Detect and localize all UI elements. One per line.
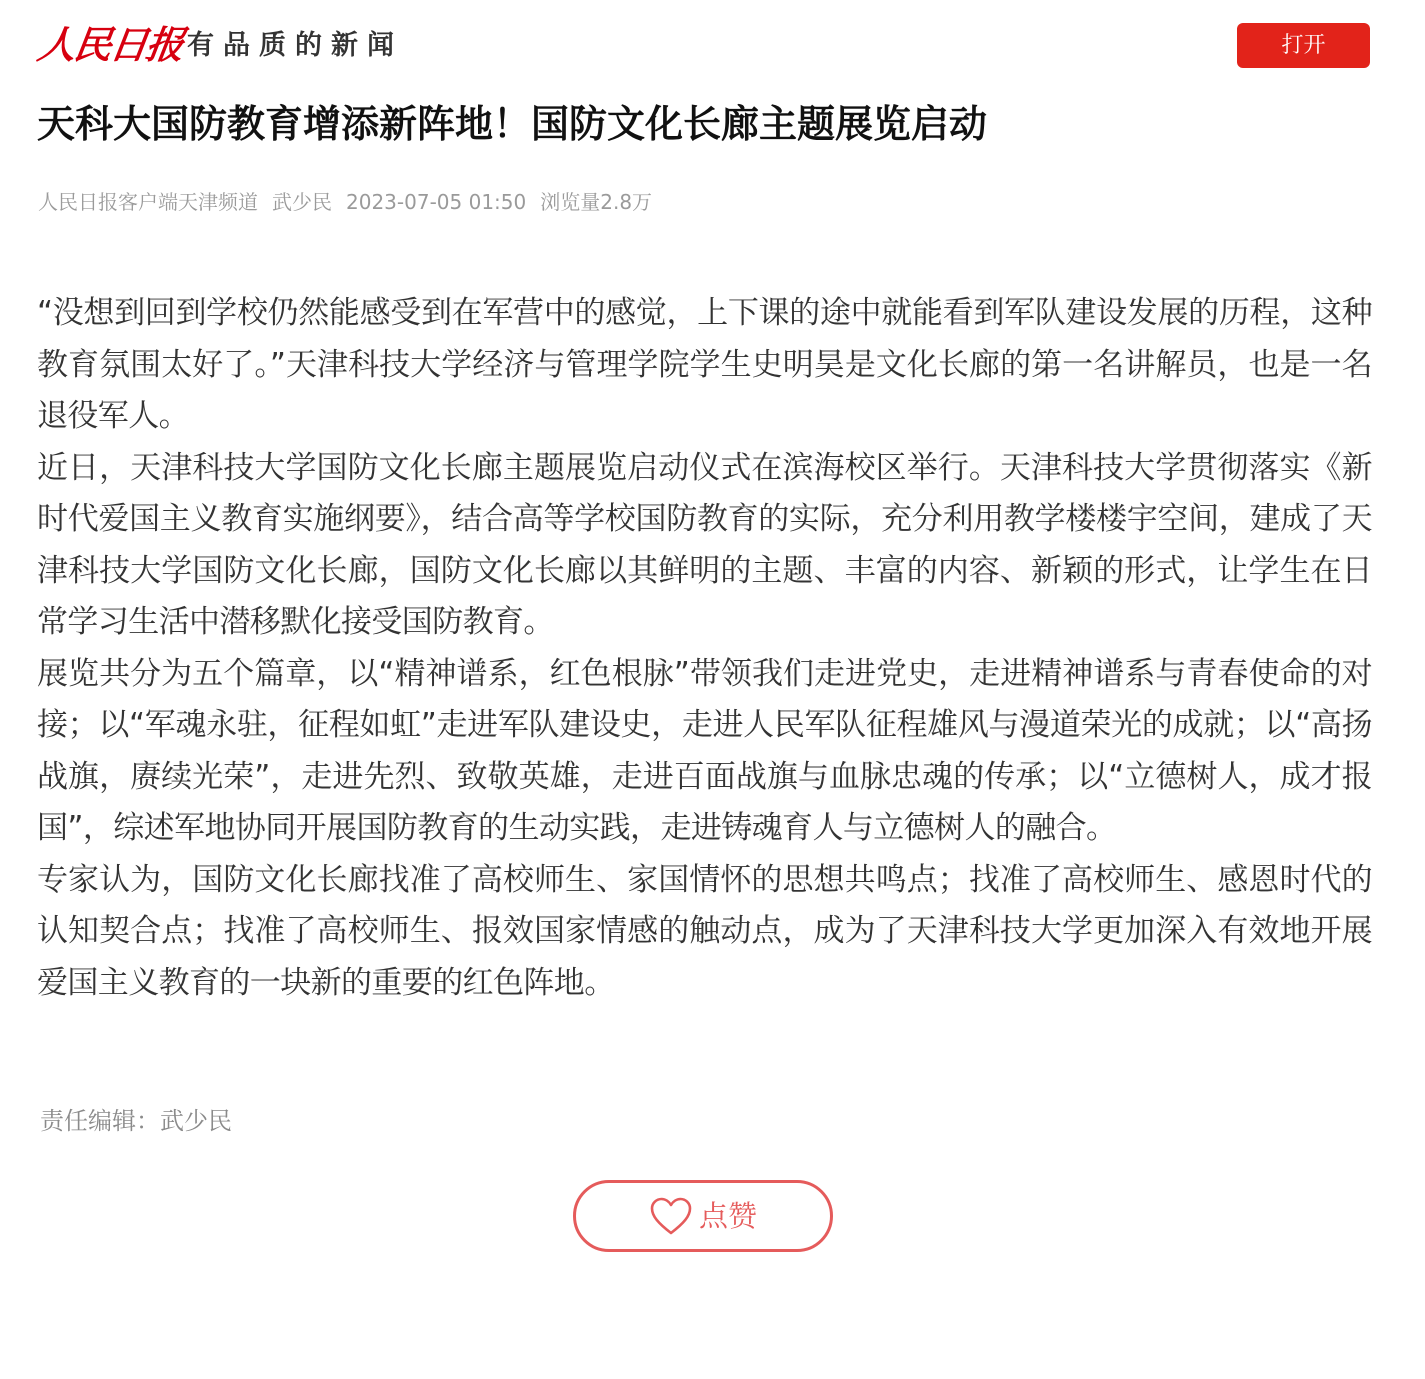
brand-slogan: 有品质的新闻 <box>187 30 403 61</box>
top-bar <box>0 0 1425 92</box>
meta-views: 浏览量2.8万 <box>540 190 653 214</box>
article-body <box>37 288 1372 1009</box>
like-button[interactable] <box>573 1180 833 1252</box>
article-paragraph: “没想到回到学校仍然能感受到在军营中的感觉，上下课的途中就能看到军队建设发展的历程，这种教育氛围太好了。”天津科技大学经济与管理学院学生史明昊是文化长廊的第一名讲解员，也是一名退役军人。 <box>37 295 1372 434</box>
responsible-editor: 责任编辑：武少民 <box>40 1107 232 1135</box>
meta-source[interactable]: 人民日报客户端天津频道 <box>38 190 258 214</box>
meta-author: 武少民 <box>272 190 332 214</box>
like-label: 点赞 <box>698 1199 757 1233</box>
meta-published: 2023-07-05 01:50 <box>346 190 527 214</box>
heart-icon <box>649 1196 693 1236</box>
article-meta <box>38 186 1378 218</box>
article-paragraph: 近日，天津科技大学国防文化长廊主题展览启动仪式在滨海校区举行。天津科技大学贯彻落实《新时代爱国主义教育实施纲要》，结合高等学校国防教育的实际，充分利用教学楼楼宇空间，建成了天津科技大学国防文化长廊，国防文化长廊以其鲜明的主题、丰富的内容、新颖的形式，让学生在日常学习生活中潜移默化接受国防教育。 <box>37 449 1372 640</box>
article-paragraph: 展览共分为五个篇章，以“精神谱系，红色根脉”带领我们走进党史，走进精神谱系与青春使命的对接；以“军魂永驻，征程如虹”走进军队建设史，走进人民军队征程雄风与漫道荣光的成就；以“高扬战旗，赓续光荣”，走进先烈、致敬英雄，走进百面战旗与血脉忠魂的传承；以“立德树人，成才报国”，综述军地协同开展国防教育的生动实践，走进铸魂育人与立德树人的融合。 <box>37 655 1372 846</box>
article-title: 天科大国防教育增添新阵地！国防文化长廊主题展览启动 <box>37 102 988 146</box>
brand-logo[interactable]: 人民日报 <box>34 22 186 67</box>
open-app-button[interactable]: 打开 <box>1237 23 1370 68</box>
article-paragraph: 专家认为，国防文化长廊找准了高校师生、家国情怀的思想共鸣点；找准了高校师生、感恩时代的认知契合点；找准了高校师生、报效国家情感的触动点，成为了天津科技大学更加深入有效地开展爱国主义教育的一块新的重要的红色阵地。 <box>37 861 1372 1001</box>
